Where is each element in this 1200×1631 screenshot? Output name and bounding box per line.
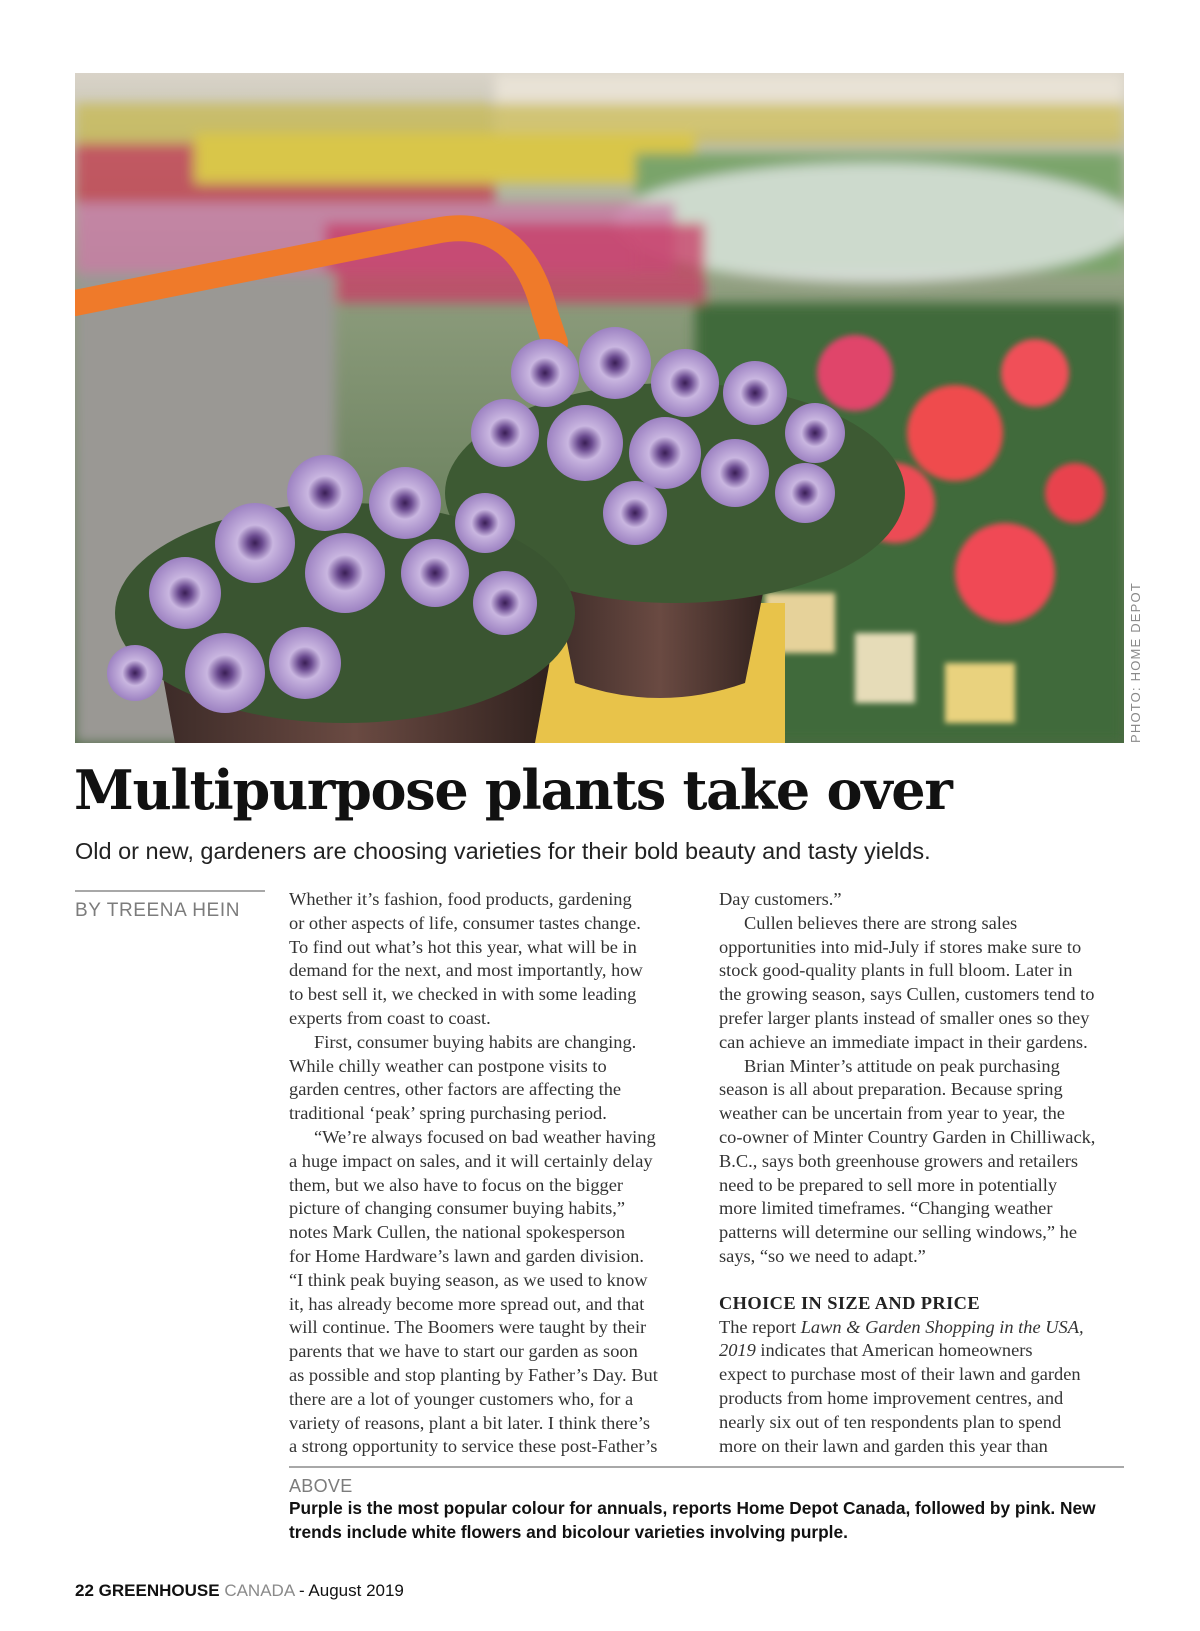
body-line: “I think peak buying season, as we used to know (289, 1269, 648, 1290)
body-line: will continue. The Boomers were taught by their (289, 1317, 647, 1338)
article-dek: Old or new, gardeners are choosing varieties for their bold beauty and tasty yields. (75, 838, 931, 864)
article-photo (75, 73, 1124, 743)
body-column-1 (289, 888, 689, 1459)
body-line: or other aspects of life, consumer tastes change. (289, 912, 641, 933)
body-line: notes Mark Cullen, the national spokesperson (289, 1222, 626, 1243)
body-line: opportunities into mid-July if stores make sure to (719, 936, 1082, 957)
body-line: traditional ‘peak’ spring purchasing period. (289, 1103, 607, 1124)
body-line: a strong opportunity to service these post-Father’s (289, 1436, 658, 1457)
body-line: need to be prepared to sell more in potentially (719, 1174, 1058, 1195)
magazine-edition: CANADA (224, 1581, 295, 1600)
body-line: parents that we have to start our garden as soon (289, 1341, 638, 1362)
body-line: them, but we also have to focus on the bigger (289, 1174, 624, 1195)
paragraph-spacer (719, 1269, 1119, 1292)
body-line: To find out what’s hot this year, what will be in (289, 936, 637, 957)
body-line: a huge impact on sales, and it will certainly delay (289, 1150, 653, 1171)
body-line: says, “so we need to adapt.” (719, 1245, 926, 1266)
body-line: prefer larger plants instead of smaller ones so they (719, 1007, 1090, 1028)
body-line: products from home improvement centres, and (719, 1387, 1064, 1408)
body-line: nearly six out of ten respondents plan to spend (719, 1411, 1062, 1432)
body-text: The report (719, 1316, 801, 1337)
body-line: garden centres, other factors are affecting the (289, 1079, 622, 1100)
body-line: While chilly weather can postpone visits to (289, 1055, 607, 1076)
body-line: expect to purchase most of their lawn and garden (719, 1364, 1081, 1385)
section-subhead: CHOICE IN SIZE AND PRICE (719, 1292, 980, 1313)
body-line (719, 1316, 1119, 1340)
page-number: 22 (75, 1581, 94, 1600)
body-line (719, 1339, 1119, 1363)
body-line: “We’re always focused on bad weather having (314, 1126, 656, 1147)
body-line: Cullen believes there are strong sales (744, 912, 1018, 933)
caption-label: ABOVE (289, 1476, 353, 1496)
body-line: Brian Minter’s attitude on peak purchasing (744, 1055, 1060, 1076)
body-line: more limited timeframes. “Changing weather (719, 1198, 1053, 1219)
magazine-name: GREENHOUSE (98, 1581, 220, 1600)
body-line: stock good-quality plants in full bloom. Later in (719, 960, 1073, 981)
byline-divider (75, 890, 265, 892)
body-line: to best sell it, we checked in with some leading (289, 984, 637, 1005)
body-line: patterns will determine our selling windows,” he (719, 1222, 1078, 1243)
body-line: it, has already become more spread out, and that (289, 1293, 645, 1314)
caption-line: trends include white flowers and bicolour varieties involving purple. (289, 1521, 848, 1542)
body-line: can achieve an immediate impact in their gardens. (719, 1031, 1088, 1052)
body-line: co-owner of Minter Country Garden in Chilliwack, (719, 1126, 1096, 1147)
body-line: experts from coast to coast. (289, 1007, 491, 1028)
body-text: indicates that American homeowners (755, 1340, 1033, 1361)
issue-date: - August 2019 (298, 1581, 404, 1600)
body-line: season is all about preparation. Because spring (719, 1079, 1063, 1100)
page-footer (75, 1580, 404, 1602)
report-title-italic: Lawn & Garden Shopping in the USA, (800, 1316, 1084, 1337)
body-line: more on their lawn and garden this year than (719, 1435, 1048, 1456)
body-line: Day customers.” (719, 889, 842, 909)
body-line: First, consumer buying habits are changing. (314, 1031, 637, 1052)
body-line: demand for the next, and most importantly, how (289, 960, 643, 981)
body-line: B.C., says both greenhouse growers and retailers (719, 1150, 1079, 1171)
caption-divider (289, 1466, 1124, 1468)
body-line: variety of reasons, plant a bit later. I think there’s (289, 1412, 651, 1433)
photo-caption (289, 1497, 1124, 1544)
caption-line: Purple is the most popular colour for annuals, reports Home Depot Canada, followed by pink. New (289, 1498, 1096, 1518)
body-line: the growing season, says Cullen, customers tend to (719, 984, 1095, 1005)
body-line: weather can be uncertain from year to year, the (719, 1103, 1065, 1124)
article-headline: Multipurpose plants take over (74, 758, 952, 822)
petunia-basket-illustration (75, 73, 1124, 743)
photo-credit: PHOTO: HOME DEPOT (1128, 581, 1143, 743)
body-column-2 (719, 888, 1119, 1458)
body-line: there are a lot of younger customers who, for a (289, 1388, 634, 1409)
body-line: as possible and stop planting by Father’s Day. But (289, 1364, 658, 1385)
byline: BY TREENA HEIN (75, 900, 241, 921)
body-line: picture of changing consumer buying habits,” (289, 1198, 626, 1219)
body-line: for Home Hardware’s lawn and garden division. (289, 1245, 644, 1266)
body-line: Whether it’s fashion, food products, gardening (289, 889, 632, 909)
report-title-italic: 2019 (719, 1340, 756, 1361)
